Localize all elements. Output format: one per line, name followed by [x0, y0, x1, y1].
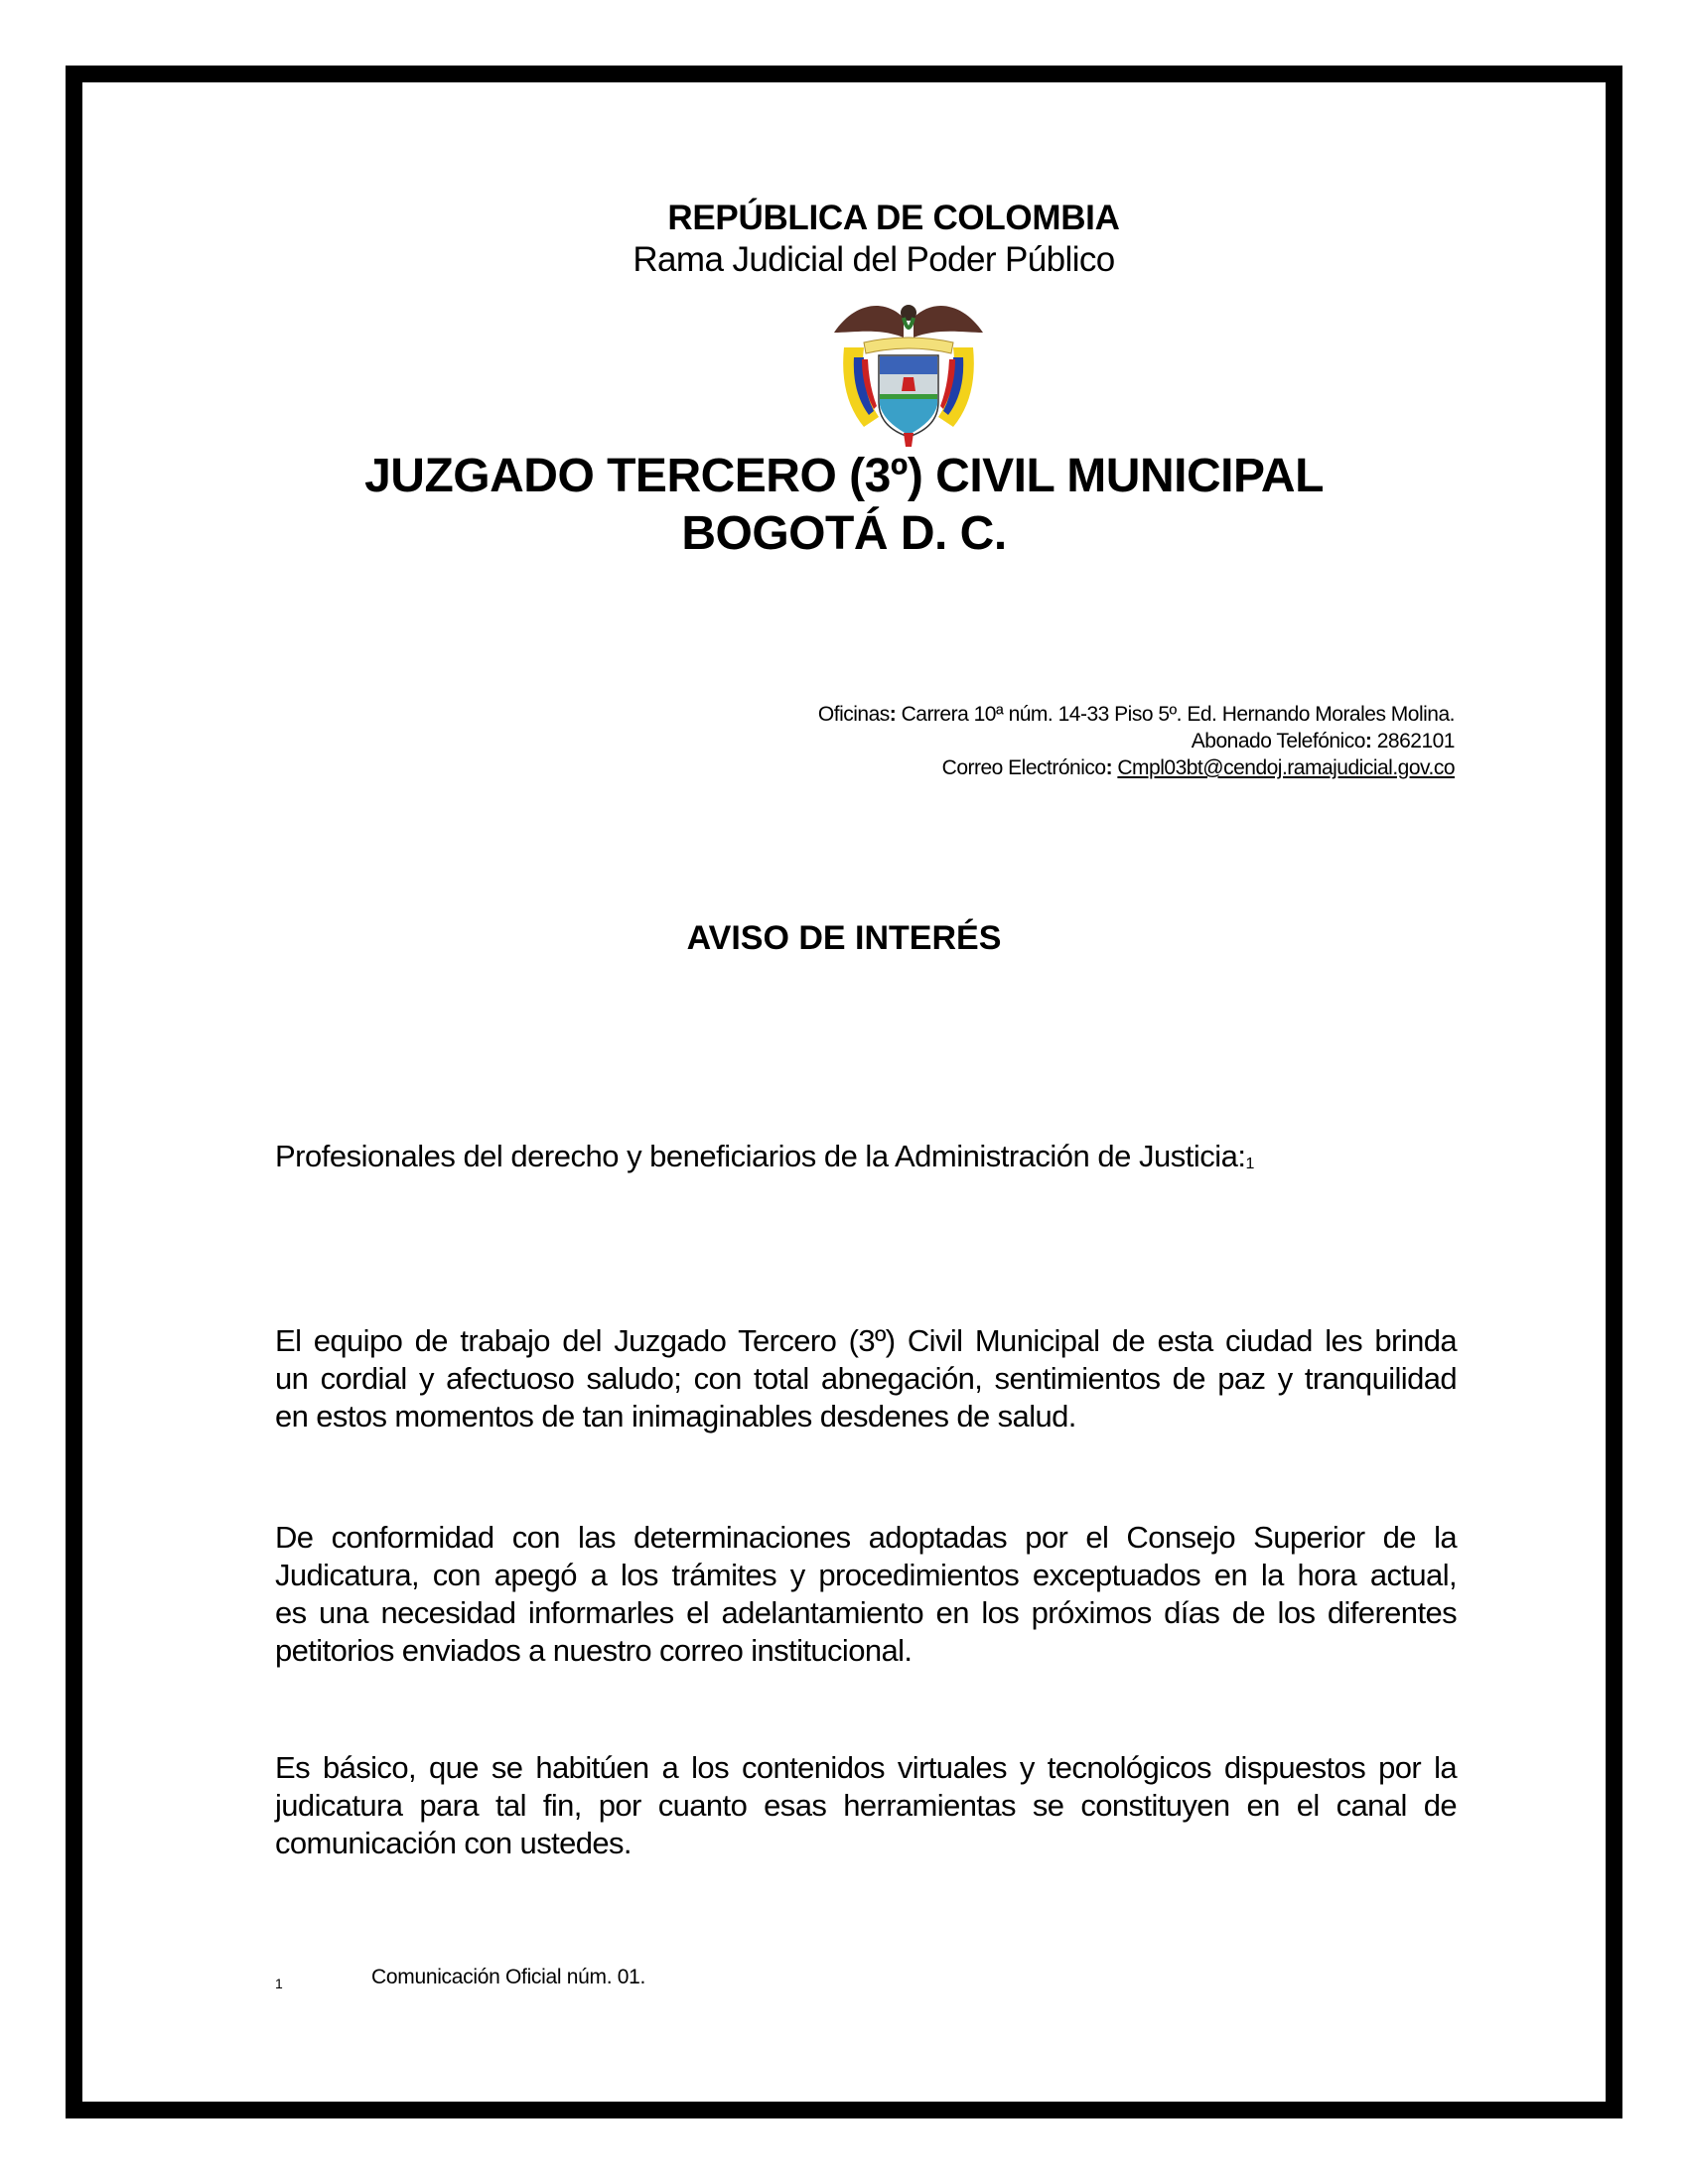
offices-address [818, 703, 1455, 727]
email-label: Correo Electrónico [941, 756, 1106, 779]
country-heading: REPÚBLICA DE COLOMBIA [667, 199, 1120, 237]
footnote-text: Comunicación Oficial núm. 01. [371, 1966, 646, 1988]
paragraph-line: Es básico, que se habitúen a los contenidos virtuales y tecnológicos dispuestos por la [275, 1750, 1457, 1785]
paragraph-line: Judicatura, con apegó a los trámites y procedimientos exceptuados en la hora actual, [275, 1558, 1457, 1592]
footnote-number: 1 [275, 1976, 283, 1991]
paragraph-line: petitorios enviados a nuestro correo institucional. [275, 1633, 913, 1668]
paragraph-greeting [275, 1322, 1457, 1435]
paragraph-line: judicatura para tal fin, por cuanto esas herramientas se constituyen en el canal de [275, 1788, 1457, 1823]
paragraph-line: comunicación con ustedes. [275, 1826, 632, 1860]
phone-info [1192, 730, 1455, 753]
label-separator: : [889, 703, 902, 726]
paragraph-line: De conformidad con las determinaciones adoptadas por el Consejo Superior de la [275, 1520, 1457, 1555]
label-separator: : [1364, 730, 1377, 752]
addressee-text: Profesionales del derecho y beneficiarios de la Administración de Justicia: [275, 1139, 1246, 1173]
offices-value: Carrera 10ª núm. 14-33 Piso 5º. Ed. Hernando Morales Molina. [901, 703, 1455, 726]
paragraph-line: El equipo de trabajo del Juzgado Tercero (3º) Civil Municipal de esta ciudad les brinda [275, 1323, 1457, 1358]
city-heading: BOGOTÁ D. C. [681, 507, 1007, 560]
paragraph-virtual-tools [275, 1749, 1457, 1862]
email-link[interactable]: Cmpl03bt@cendoj.ramajudicial.gov.co [1117, 756, 1455, 779]
paragraph-line: un cordial y afectuoso saludo; con total abnegación, sentimientos de paz y tranquilidad [275, 1361, 1457, 1396]
label-separator: : [1105, 756, 1118, 779]
phone-value: 2862101 [1376, 730, 1455, 752]
court-name-heading: JUZGADO TERCERO (3º) CIVIL MUNICIPAL [364, 450, 1324, 502]
offices-label: Oficinas [817, 703, 890, 726]
paragraph-determinations [275, 1519, 1457, 1670]
email-info [942, 756, 1455, 780]
phone-label: Abonado Telefónico [1191, 730, 1365, 752]
footnote-reference[interactable]: 1 [1245, 1156, 1254, 1172]
notice-title: AVISO DE INTERÉS [686, 919, 1002, 957]
paragraph-line: en estos momentos de tan inimaginables desdenes de salud. [275, 1399, 1076, 1433]
addressee-line [275, 1139, 1254, 1174]
branch-subheading: Rama Judicial del Poder Público [633, 240, 1115, 279]
coat-of-arms-icon [824, 288, 993, 447]
paragraph-line: es una necesidad informarles el adelantamiento en los próximos días de los diferentes [275, 1595, 1457, 1630]
